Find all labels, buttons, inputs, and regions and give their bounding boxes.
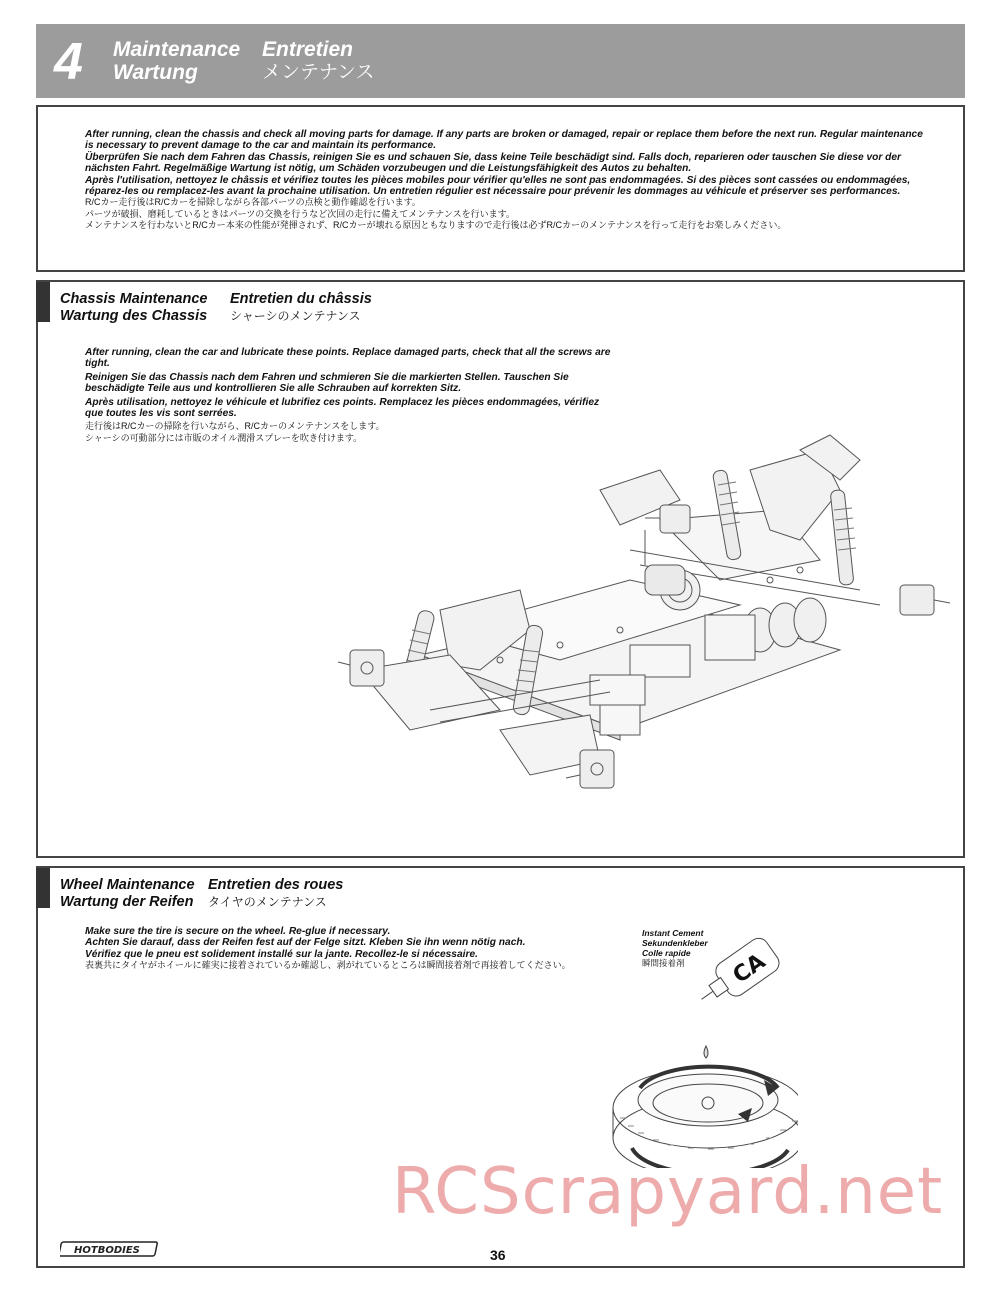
- section-number: 4: [54, 33, 83, 91]
- page-number: 36: [490, 1247, 506, 1263]
- chassis-ja-2: シャーシの可動部分には市販のオイル潤滑スプレーを吹き付けます。: [85, 432, 363, 443]
- wheel-title-ja: タイヤのメンテナンス: [208, 895, 327, 909]
- header-title-de: Wartung: [113, 61, 198, 84]
- glue-fr: Colle rapide: [642, 948, 691, 958]
- wheel-title-de: Wartung der Reifen: [60, 894, 194, 910]
- chassis-en: After running, clean the car and lubricate these points. Replace damaged parts, check that all the screws are tight.: [85, 347, 611, 370]
- chassis-illustration: [300, 430, 970, 805]
- chassis-title-fr: Entretien du châssis: [230, 291, 372, 307]
- header-title-en-de: [113, 38, 240, 84]
- chassis-fr: Après utilisation, nettoyez le véhicule et lubrifiez ces points. Remplacez les pièces endommagées, vérifiez que toutes les vis sont serrées.: [85, 396, 600, 420]
- header-title-en: Maintenance: [113, 38, 241, 61]
- watermark: RCScrapyard.net: [392, 1155, 944, 1229]
- chassis-title-de: Wartung des Chassis: [60, 308, 208, 324]
- intro-en: After running, clean the chassis and check all moving parts for damage. If any parts are broken or damaged, repair or replace them before the next run. Regular maintenance is necessary to prevent damage to the car and maintain its performance.: [85, 129, 923, 152]
- glue-ja: 瞬間接着剤: [642, 958, 685, 968]
- chassis-title-en-de: [60, 291, 207, 325]
- wheel-fr: Vérifiez que le pneu est solidement installé sur la jante. Recollez-le si nécessaire.: [85, 948, 478, 960]
- wheel-title-fr: Entretien des roues: [208, 877, 344, 893]
- header-title-fr: Entretien: [262, 38, 354, 61]
- glue-bottle-icon: [691, 934, 783, 1014]
- intro-de: Überprüfen Sie nach dem Fahren das Chassis, reinigen Sie es und schauen Sie, dass keine Teile beschädigt sind. Falls doch, reparieren oder tauschen Sie diese vor der nächsten Fahrt. Regelmäßige Wartung ist nötig, um Schäden vorzubeugen und die Leistungsfähigkeit des Autos zu behalten.: [85, 151, 902, 175]
- section-header: [36, 24, 965, 98]
- intro-text: [85, 129, 925, 232]
- wheel-en: Make sure the tire is secure on the wheel. Re-glue if necessary.: [85, 926, 391, 937]
- intro-box: [36, 105, 965, 272]
- wheel-illustration: [598, 928, 798, 1168]
- intro-ja-3: メンテナンスを行わないとR/Cカー本来の性能が発揮されず、R/Cカーが壊れる原因ともなりますので走行後は必ずR/Cカーのメンテナンスを行って走行をお楽しみください。: [85, 220, 787, 231]
- wheel-de: Achten Sie darauf, dass der Reifen fest auf der Felge sitzt. Kleben Sie ihn wenn nötig nach.: [85, 937, 526, 949]
- wheel-text: [85, 926, 585, 972]
- wheel-title-en-de: [60, 877, 195, 911]
- bottle-label: CA: [728, 949, 771, 989]
- chassis-de: Reinigen Sie das Chassis nach dem Fahren und schmieren Sie die markierten Stellen. Tauschen Sie beschädigte Teile aus und kontrollieren Sie alle Schrauben auf korrekten Sitz.: [85, 371, 569, 395]
- chassis-title-fr-ja: [230, 291, 372, 325]
- wheel-title-fr-ja: [208, 877, 343, 911]
- section-tab: [36, 282, 50, 322]
- glue-en: Instant Cement: [642, 928, 704, 938]
- chassis-ja-1: 走行後はR/Cカーの掃除を行いながら、R/Cカーのメンテナンスをします。: [85, 421, 385, 432]
- intro-ja-2: パーツが破損、磨耗しているときはパーツの交換を行うなど次回の走行に備えてメンテナンスを行います。: [85, 208, 515, 219]
- section-tab: [36, 868, 50, 908]
- intro-ja-1: R/Cカー走行後はR/Cカーを掃除しながら各部パーツの点検と動作確認を行います。: [85, 197, 421, 208]
- header-title-ja: メンテナンス: [262, 62, 375, 83]
- wheel-ja: 表裏共にタイヤがホイールに確実に接着されているか確認し、剥がれているところは瞬間接着剤で再接着してください。: [85, 960, 571, 971]
- wheel-title-en: Wheel Maintenance: [60, 877, 195, 893]
- hotbodies-logo: [60, 1240, 160, 1258]
- chassis-title-ja: シャーシのメンテナンス: [230, 309, 361, 323]
- logo-text: HOTBODIES: [74, 1245, 140, 1256]
- intro-fr: Après l'utilisation, nettoyez le châssis et vérifiez toutes les pièces mobiles pour vérifier qu'elles ne sont pas endommagées. Si des pièces sont cassées ou endommagées, réparez-les ou remplacez-les avant la prochaine utilisation. Un entretien régulier est nécessaire pour prévenir les dommages au véhicule et préserver ses performances.: [85, 174, 911, 198]
- header-title-fr-ja: [262, 38, 374, 84]
- glue-de: Sekundenkleber: [642, 938, 708, 948]
- chassis-maintenance-box: [36, 280, 965, 858]
- chassis-title-en: Chassis Maintenance: [60, 291, 208, 307]
